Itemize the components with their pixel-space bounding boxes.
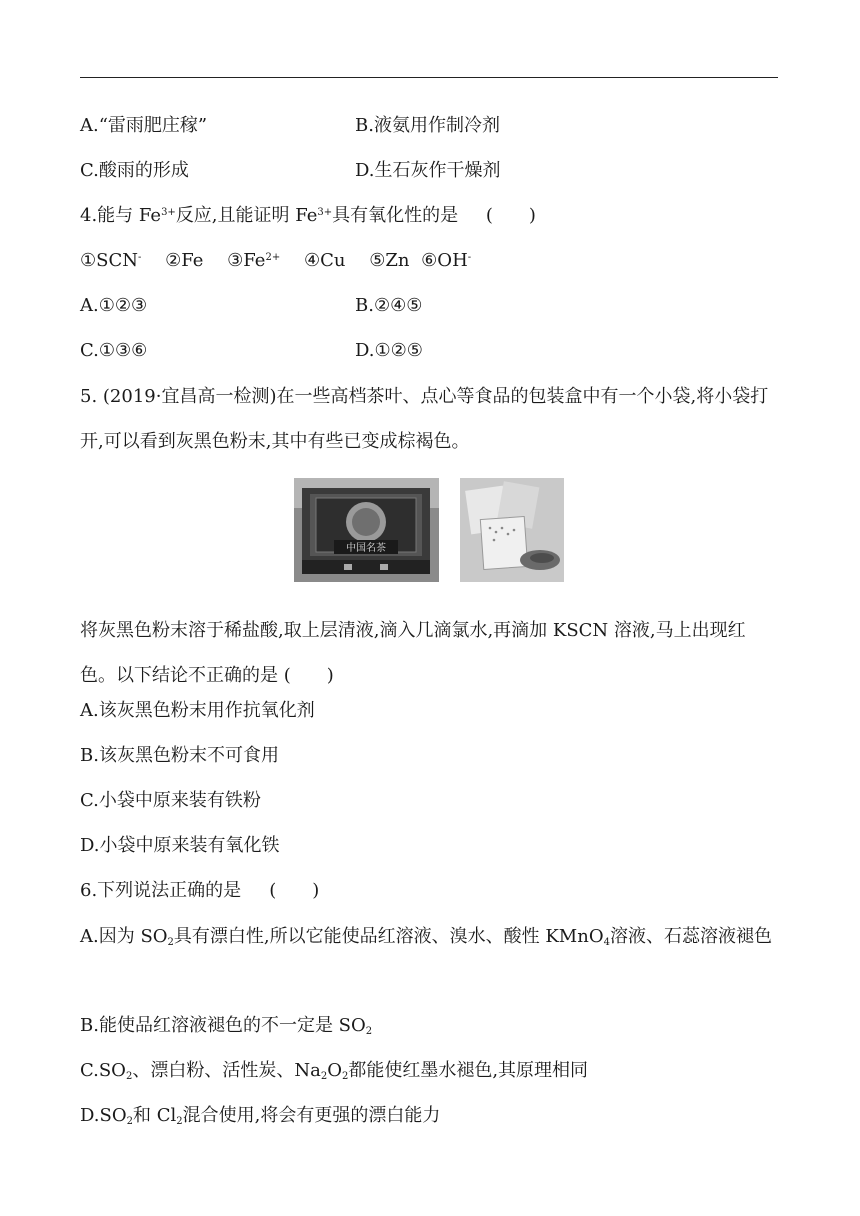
q4-option-c: C.①③⑥ bbox=[80, 340, 148, 361]
q6-option-b: B.能使品红溶液褪色的不一定是 $SO_2$ bbox=[80, 1015, 373, 1037]
q4-option-a: A.①②③ bbox=[80, 295, 148, 316]
header-rule bbox=[80, 77, 778, 78]
q5-option-d: D.小袋中原来装有氧化铁 bbox=[80, 835, 280, 856]
q5-option-a: A.该灰黑色粉末用作抗氧化剂 bbox=[80, 700, 315, 721]
q5-body: 将灰黑色粉末溶于稀盐酸,取上层清液,滴入几滴氯水,再滴加 KSCN 溶液,马上出现红色。以下结论不正确的是 ( ) bbox=[80, 620, 746, 686]
q6-stem: 6.下列说法正确的是 ( ) bbox=[80, 880, 320, 901]
q3-option-a: A.“雷雨肥庄稼” bbox=[80, 115, 208, 136]
q5-option-c: C.小袋中原来装有铁粉 bbox=[80, 790, 261, 811]
q4-answer-bracket: ( ) bbox=[485, 205, 536, 226]
q5-stem: 5. (2019·宜昌高一检测)在一些高档茶叶、点心等食品的包装盒中有一个小袋,将小袋打开,可以看到灰黑色粉末,其中有些已变成棕褐色。 bbox=[80, 386, 769, 452]
q4-items: ①SCN- ②Fe $③Fe^{2+}$ ④Cu ⑤Zn ⑥OH- bbox=[80, 250, 472, 271]
q6-option-d: $D.SO_2$和 $Cl_2$混合使用,将会有更强的漂白能力 bbox=[80, 1105, 441, 1127]
tea-box-photo bbox=[294, 478, 439, 582]
q3-option-b: B.液氨用作制冷剂 bbox=[355, 115, 500, 136]
q6-answer-bracket: ( ) bbox=[269, 880, 320, 901]
q3-option-d: D.生石灰作干燥剂 bbox=[355, 160, 501, 181]
packets-photo bbox=[460, 478, 564, 582]
q3-option-c: C.酸雨的形成 bbox=[80, 160, 189, 181]
q6-option-a: A.因为 $SO_2$具有漂白性,所以它能使品红溶液、溴水、酸性 KMnO$_4$溶液、石蕊溶液褪色 bbox=[80, 926, 772, 948]
q4-stem: 4.能与 $Fe^{3+}$反应,且能证明 $Fe^{3+}$具有氧化性的是 ( ) bbox=[80, 205, 536, 226]
q4-option-b: B.②④⑤ bbox=[355, 295, 423, 316]
q4-option-d: D.①②⑤ bbox=[355, 340, 423, 361]
q6-option-c: $C.SO_2$、漂白粉、活性炭、$Na_2O_2$都能使红墨水褪色,其原理相同 bbox=[80, 1060, 589, 1082]
q5-option-b: B.该灰黑色粉末不可食用 bbox=[80, 745, 279, 766]
tea-box-label: 中国名茶 bbox=[346, 543, 386, 554]
